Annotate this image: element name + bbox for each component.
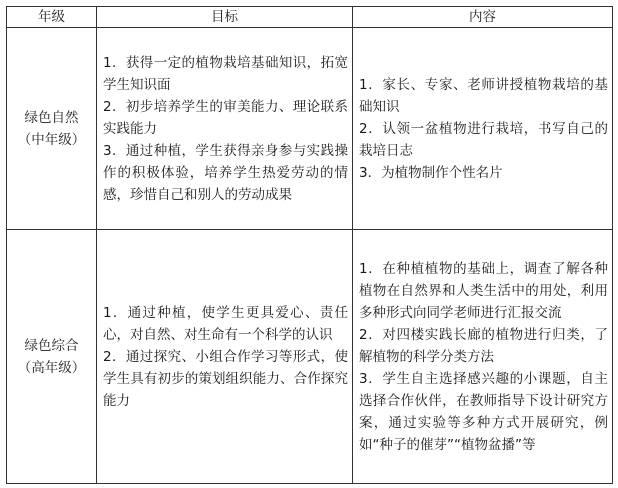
header-goals: 目标 bbox=[97, 7, 353, 28]
goal-item: 2．初步培养学生的审美能力、理论联系实践能力 bbox=[103, 98, 348, 137]
content-item: 2．认领一盆植物进行栽培，书写自己的栽培日志 bbox=[359, 120, 608, 159]
content-item: 3．为植物制作个性名片 bbox=[359, 164, 503, 181]
grade-level: （高年级） bbox=[17, 359, 86, 376]
goals-cell bbox=[97, 230, 353, 484]
goal-item: 2．通过探究、小组合作学习等形式，使学生具有初步的策划组织能力、合作探究能力 bbox=[103, 348, 348, 409]
goal-item: 1．通过种植，使学生更具爱心、责任心，对自然、对生命有一个科学的认识 bbox=[103, 304, 348, 343]
header-content: 内容 bbox=[353, 7, 613, 28]
grade-name: 绿色自然 bbox=[24, 109, 79, 126]
content-cell bbox=[353, 230, 613, 484]
content-item: 1．在种植植物的基础上，调查了解各种植物在自然界和人类生活中的用处，利用多种形式向同学老师进行汇报交流 bbox=[359, 260, 608, 321]
table-row bbox=[7, 230, 613, 484]
content-cell bbox=[353, 28, 613, 230]
grade-cell bbox=[7, 230, 97, 484]
goal-item: 3．通过种植，学生获得亲身参与实践操作的积极体验，培养学生热爱劳动的情感，珍惜自己和别人的劳动成果 bbox=[103, 142, 348, 203]
content-item: 2．对四楼实践长廊的植物进行归类，了解植物的科学分类方法 bbox=[359, 326, 608, 365]
header-row bbox=[7, 7, 613, 28]
content-item: 3．学生自主选择感兴趣的小课题，自主选择合作伙伴，在教师指导下设计研究方案，通过实验等多种方式开展研究，例如“种子的催芽”“植物盆播”等 bbox=[359, 370, 608, 453]
header-grade: 年级 bbox=[7, 7, 97, 28]
table-row bbox=[7, 28, 613, 230]
goals-cell bbox=[97, 28, 353, 230]
grade-name: 绿色综合 bbox=[24, 337, 79, 354]
grade-level: （中年级） bbox=[17, 131, 86, 148]
content-item: 1．家长、专家、老师讲授植物栽培的基础知识 bbox=[359, 76, 608, 115]
goal-item: 1．获得一定的植物栽培基础知识，拓宽学生知识面 bbox=[103, 54, 348, 93]
curriculum-table bbox=[6, 6, 613, 484]
grade-cell bbox=[7, 28, 97, 230]
